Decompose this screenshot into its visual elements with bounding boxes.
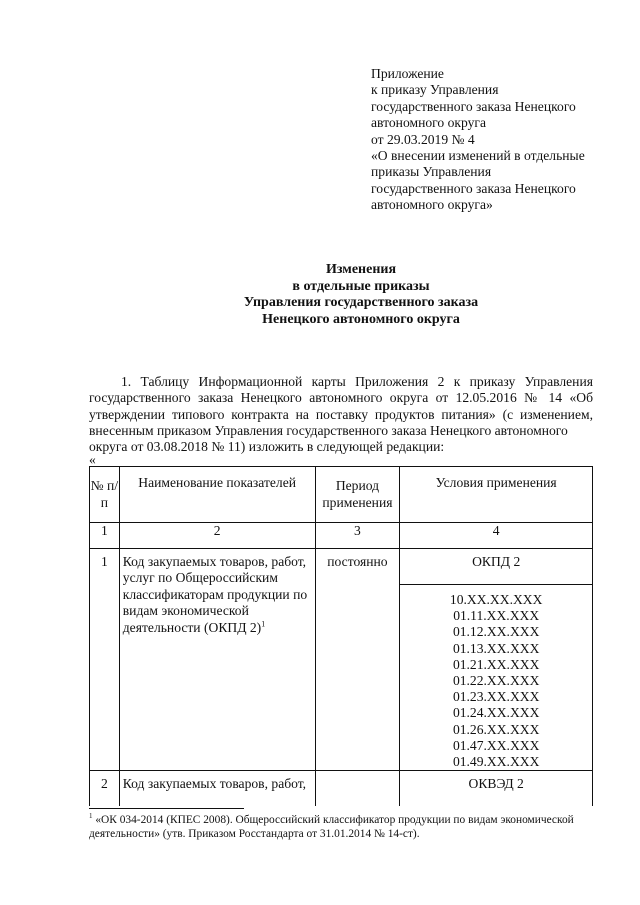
index-cell: 2	[119, 523, 315, 549]
appendix-line: автономного округа»	[371, 197, 493, 213]
condition-title: ОКПД 2	[400, 549, 593, 585]
code-item: 01.26.XX.XXX	[452, 721, 540, 737]
title-line: Ненецкого автономного округа	[262, 311, 460, 327]
header-conditions: Условия применения	[400, 467, 593, 523]
main-paragraph	[89, 374, 593, 455]
opening-quote: «	[89, 452, 96, 467]
codes-list	[400, 585, 593, 771]
index-cell: 4	[400, 523, 593, 549]
header-period: Период применения	[315, 467, 400, 523]
table-header-row	[90, 467, 593, 523]
row-name	[119, 549, 315, 771]
code-item: 01.49.XX.XXX	[452, 754, 540, 770]
appendix-line: «О внесении изменений в отдельные	[371, 148, 585, 164]
row-period	[315, 771, 400, 807]
row-name: Код закупаемых товаров, работ,	[119, 771, 315, 807]
appendix-line: автономного округа	[371, 115, 487, 131]
code-item: 01.21.XX.XXX	[452, 656, 540, 672]
paragraph-body: 1. Таблицу Информационной карты Приложения 2 к приказу Управления государственного заказа Ненецкого автономного округа от 12.05.2016 № 14 «Об утверждении типового контракта на поставку продуктов питания» (с изменением, внесенным приказом Управления государственного заказа Ненецкого автономного	[89, 374, 593, 438]
code-item: 01.47.XX.XXX	[452, 737, 540, 753]
paragraph-last-line: округа от 03.08.2018 № 11) изложить в следующей редакции:	[89, 439, 445, 455]
code-item: 01.12.XX.XXX	[452, 624, 540, 640]
appendix-header	[371, 66, 631, 214]
table-row	[90, 549, 593, 585]
row-num: 1	[90, 549, 120, 771]
index-cell: 1	[90, 523, 120, 549]
title-line: в отдельные приказы	[292, 278, 430, 294]
footnote-divider	[89, 808, 244, 809]
header-num: № п/п	[90, 467, 120, 523]
table-index-row	[90, 523, 593, 549]
appendix-line: Приложение	[371, 66, 444, 81]
footnote	[89, 813, 594, 841]
header-name: Наименование показателей	[119, 467, 315, 523]
row-name-text: Код закупаемых товаров, работ, услуг по Общероссийским классификаторам продукции по видам экономической деятельности (ОКПД 2)	[122, 554, 308, 635]
footnote-text: «ОК 034-2014 (КПЕС 2008). Общероссийский классификатор продукции по видам экономической деятельности» (утв. Приказом Росстандарта от 31.01.2014 № 14-ст).	[89, 814, 574, 841]
table-row	[90, 771, 593, 807]
footnote-marker: 1	[89, 812, 93, 821]
code-item: 10.XX.XX.XXX	[449, 592, 543, 607]
code-item: 01.23.XX.XXX	[452, 689, 540, 705]
code-item: 01.22.XX.XXX	[452, 673, 540, 689]
code-item: 01.11.XX.XXX	[453, 608, 540, 624]
index-cell: 3	[315, 523, 400, 549]
row-period: постоянно	[315, 549, 400, 771]
footnote-ref: 1	[261, 619, 266, 629]
title-line: Изменения	[325, 262, 397, 277]
appendix-line: приказы Управления	[371, 164, 492, 180]
appendix-line: к приказу Управления	[371, 82, 499, 98]
appendix-line: государственного заказа Ненецкого	[371, 180, 576, 196]
info-card-table	[89, 466, 593, 806]
title-line: Управления государственного заказа	[243, 295, 479, 310]
condition-title: ОКВЭД 2	[400, 771, 593, 807]
appendix-line: от 29.03.2019 № 4	[371, 131, 475, 147]
appendix-line: государственного заказа Ненецкого	[371, 98, 576, 114]
code-item: 01.24.XX.XXX	[452, 705, 540, 721]
code-item: 01.13.XX.XXX	[452, 640, 540, 656]
document-title	[80, 262, 640, 328]
row-num: 2	[90, 771, 120, 807]
